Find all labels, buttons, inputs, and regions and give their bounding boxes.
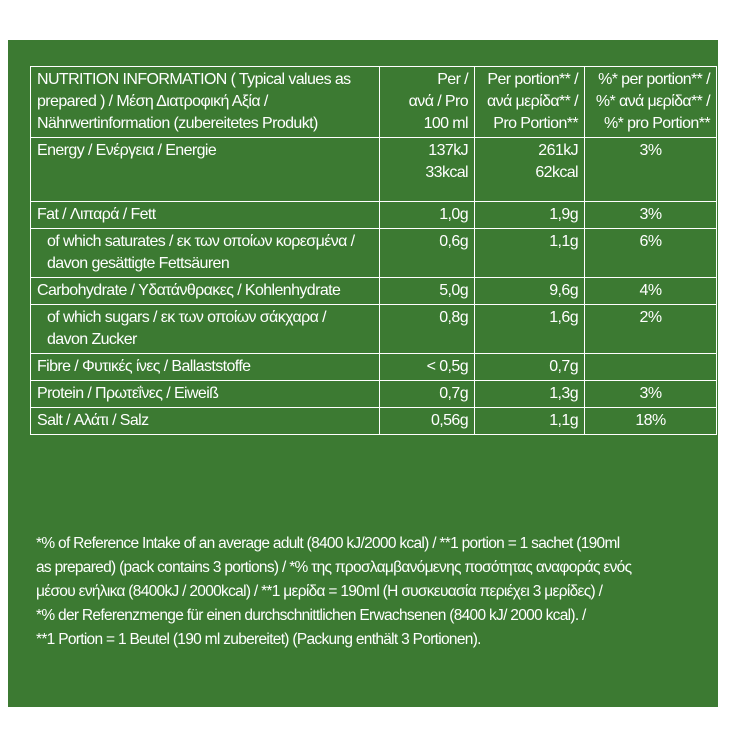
row-pct: 18% bbox=[585, 408, 717, 435]
table-row bbox=[31, 354, 717, 381]
row-portion: 9,6g bbox=[475, 278, 585, 305]
row-label: Fibre / Φυτικές ίνες / Ballaststoffe bbox=[31, 354, 380, 381]
row-per100: 1,0g bbox=[380, 202, 475, 229]
reference-intake-footnote bbox=[30, 530, 716, 654]
table-row bbox=[31, 138, 717, 202]
table-row bbox=[31, 305, 717, 354]
row-label: of which sugars / εκ των οποίων σάκχαρα / davon Zucker bbox=[31, 305, 380, 354]
row-portion: 261kJ 62kcal bbox=[475, 138, 585, 202]
footnote-line: as prepared) (pack contains 3 portions) / *% της προσλαμβανόμενης ποσότητας αναφοράς ενός bbox=[36, 559, 632, 576]
row-pct: 3% bbox=[585, 202, 717, 229]
row-portion: 1,3g bbox=[475, 381, 585, 408]
header-nutrition-info: NUTRITION INFORMATION ( Typical values as prepared ) / Μέση Διατροφική Αξία / Nährwertinformation (zubereitetes Produkt) bbox=[31, 67, 380, 138]
table-row bbox=[31, 381, 717, 408]
row-portion: 1,9g bbox=[475, 202, 585, 229]
row-per100: 0,56g bbox=[380, 408, 475, 435]
footnote-line: *% der Referenzmenge für einen durchschnittlichen Erwachsenen (8400 kJ/ 2000 kcal). / bbox=[36, 607, 586, 624]
row-label: Protein / Πρωτεΐνες / Eiweiß bbox=[31, 381, 380, 408]
row-pct: 4% bbox=[585, 278, 717, 305]
table-row bbox=[31, 202, 717, 229]
row-pct: 3% bbox=[585, 381, 717, 408]
row-per100: 0,6g bbox=[380, 229, 475, 278]
header-percent-per-portion: %* per portion** / %* ανά μερίδα** / %* pro Portion** bbox=[585, 67, 717, 138]
row-label: Fat / Λιπαρά / Fett bbox=[31, 202, 380, 229]
row-portion: 1,1g bbox=[475, 229, 585, 278]
row-label: Carbohydrate / Υδατάνθρακες / Kohlenhydrate bbox=[31, 278, 380, 305]
header-per-portion: Per portion** / ανά μερίδα** / Pro Portion** bbox=[475, 67, 585, 138]
row-portion: 1,6g bbox=[475, 305, 585, 354]
row-pct bbox=[585, 354, 717, 381]
footnote-line: *% of Reference Intake of an average adult (8400 kJ/2000 kcal) / **1 portion = 1 sachet (190ml bbox=[36, 535, 620, 552]
table-row bbox=[31, 278, 717, 305]
row-per100: 137kJ 33kcal bbox=[380, 138, 475, 202]
nutrition-table bbox=[30, 66, 717, 435]
header-per-100ml: Per / ανά / Pro 100 ml bbox=[380, 67, 475, 138]
row-per100: < 0,5g bbox=[380, 354, 475, 381]
row-pct: 3% bbox=[585, 138, 717, 202]
table-header-row bbox=[31, 67, 717, 138]
row-pct: 2% bbox=[585, 305, 717, 354]
table-row bbox=[31, 229, 717, 278]
table-row bbox=[31, 408, 717, 435]
row-label: Energy / Ενέργεια / Energie bbox=[31, 138, 380, 202]
row-label: Salt / Αλάτι / Salz bbox=[31, 408, 380, 435]
row-per100: 0,7g bbox=[380, 381, 475, 408]
row-label: of which saturates / εκ των οποίων κορεσμένα / davon gesättigte Fettsäuren bbox=[31, 229, 380, 278]
row-per100: 0,8g bbox=[380, 305, 475, 354]
footnote-line: **1 Portion = 1 Beutel (190 ml zubereitet) (Packung enthält 3 Portionen). bbox=[36, 631, 481, 648]
row-per100: 5,0g bbox=[380, 278, 475, 305]
row-portion: 0,7g bbox=[475, 354, 585, 381]
row-portion: 1,1g bbox=[475, 408, 585, 435]
footnote-line: μέσου ενήλικα (8400kJ / 2000kcal) / **1 μερίδα = 190ml (Η συσκευασία περιέχει 3 μερίδες) / bbox=[36, 583, 603, 600]
row-pct: 6% bbox=[585, 229, 717, 278]
